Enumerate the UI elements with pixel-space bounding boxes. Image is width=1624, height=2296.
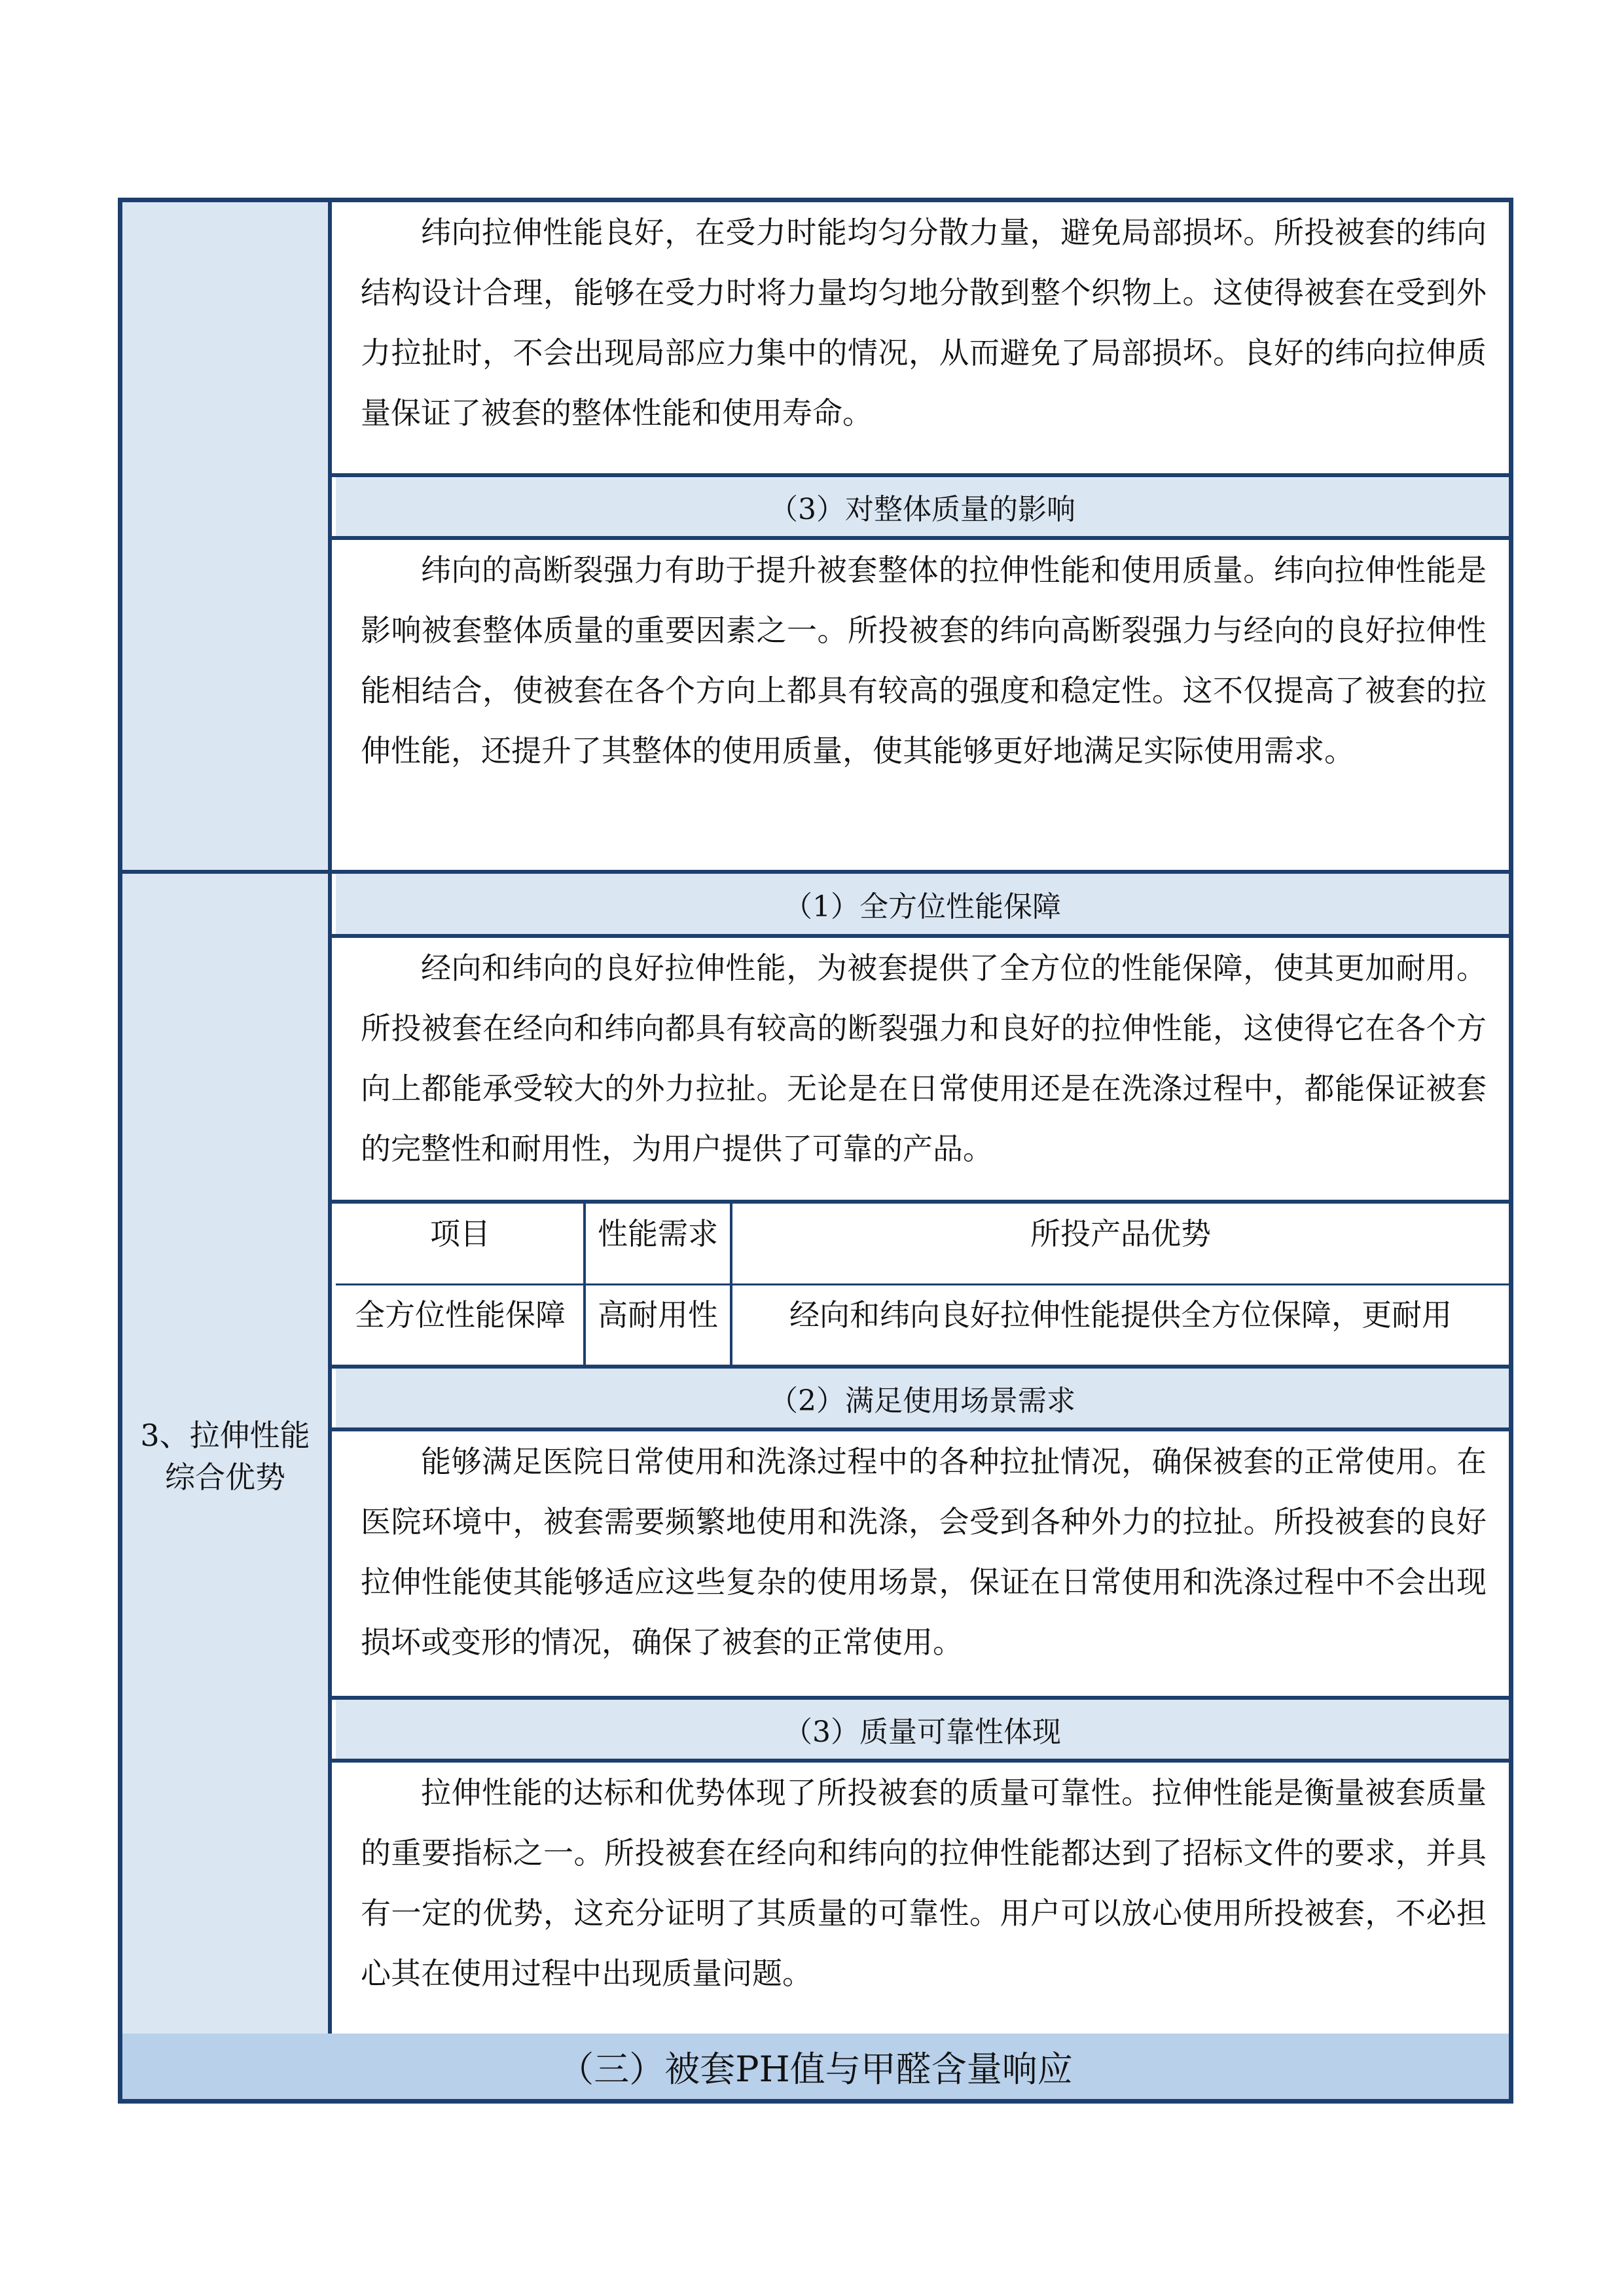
- table-cell-advantage: 经向和纬向良好拉伸性能提供全方位保障，更耐用: [789, 1297, 1452, 1333]
- table-row-divider: [336, 1283, 1509, 1285]
- section2-sub3-paragraph: 纬向的高断裂强力有助于提升被套整体的拉伸性能和使用质量。纬向拉伸性能是影响被套整体质量的重要因素之一。所投被套的纬向高断裂强力与经向的良好拉伸性能相结合，使被套在各个方向上都具有较高的强度和稳定性。这不仅提高了被套的拉伸性能，还提升了其整体的使用质量，使其能够更好地满足实际使用需求。: [361, 552, 1487, 768]
- table-column-divider: [730, 1204, 732, 1365]
- left-column-section3: [122, 874, 332, 2039]
- section3-sub3-title: （3）质量可靠性体现: [336, 1700, 1509, 1759]
- section3-sub2-title: （2）满足使用场景需求: [336, 1369, 1509, 1427]
- left-column-section2: [122, 202, 332, 870]
- table-column-divider: [583, 1204, 586, 1365]
- section3-sub2-paragraph: 能够满足医院日常使用和洗涤过程中的各种拉扯情况，确保被套的正常使用。在医院环境中，被套需要频繁地使用和洗涤，会受到各种外力的拉扯。所投被套的良好拉伸性能使其能够适应这些复杂的使用场景，保证在日常使用和洗涤过程中不会出现损坏或变形的情况，确保了被套的正常使用。: [361, 1444, 1487, 1660]
- table-header-advantage: 所投产品优势: [1030, 1216, 1211, 1251]
- table-header-requirement: 性能需求: [598, 1216, 718, 1251]
- section3-label: 3、拉伸性能综合优势: [140, 1418, 310, 1495]
- document-table: [118, 198, 1513, 2104]
- section3-sub1-paragraph: 经向和纬向的良好拉伸性能，为被套提供了全方位的性能保障，使其更加耐用。所投被套在经向和纬向都具有较高的断裂强力和良好的拉伸性能，这使得它在各个方向上都能承受较大的外力拉扯。无论是在日常使用还是在洗涤过程中，都能保证被套的完整性和耐用性，为用户提供了可靠的产品。: [361, 950, 1487, 1166]
- section2-intro-paragraph: 纬向拉伸性能良好，在受力时能均匀分散力量，避免局部损坏。所投被套的纬向结构设计合理，能够在受力时将力量均匀地分散到整个织物上。这使得被套在受到外力拉扯时，不会出现局部应力集中的情况，从而避免了局部损坏。良好的纬向拉伸质量保证了被套的整体性能和使用寿命。: [361, 215, 1487, 431]
- table-cell-requirement: 高耐用性: [598, 1297, 718, 1333]
- section3-sub1-title: （1）全方位性能保障: [336, 874, 1509, 934]
- footer-section-title: （三）被套PH值与甲醛含量响应: [122, 2034, 1509, 2099]
- section2-sub3-title: （3）对整体质量的影响: [336, 477, 1509, 536]
- divider: [332, 1200, 1509, 1204]
- section3-sub3-paragraph: 拉伸性能的达标和优势体现了所投被套的质量可靠性。拉伸性能是衡量被套质量的重要指标之一。所投被套在经向和纬向的拉伸性能都达到了招标文件的要求，并具有一定的优势，这充分证明了其质量的可靠性。用户可以放心使用所投被套，不必担心其在使用过程中出现质量问题。: [361, 1775, 1487, 1991]
- table-header-item: 项目: [430, 1216, 490, 1251]
- table-cell-item: 全方位性能保障: [355, 1297, 566, 1333]
